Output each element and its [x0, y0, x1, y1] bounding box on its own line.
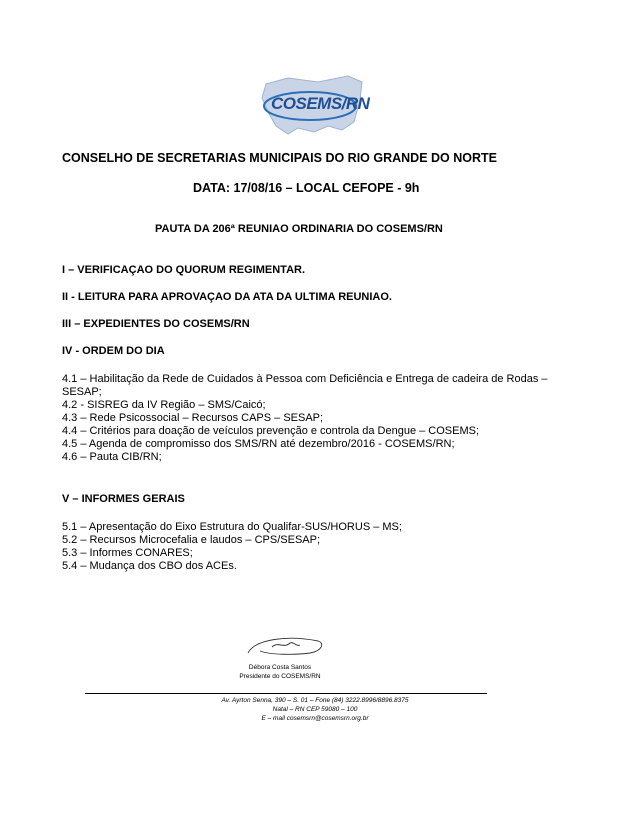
section-expedientes: III – EXPEDIENTES DO COSEMS/RN: [62, 318, 250, 330]
list-item: 4.3 – Rede Psicossocial – Recursos CAPS – SESAP;: [62, 412, 324, 424]
list-item: 4.4 – Critérios para doação de veículos prevenção e controla da Dengue – COSEMS;: [62, 425, 480, 437]
signature-block: [200, 633, 360, 693]
list-item: 5.1 – Apresentação do Eixo Estrutura do Qualifar-SUS/HORUS – MS;: [62, 521, 402, 533]
section-quorum: I – VERIFICAÇAO DO QUORUM REGIMENTAR.: [62, 264, 306, 276]
list-item: 5.3 – Informes CONARES;: [62, 547, 193, 559]
cosems-logo: [258, 72, 368, 138]
handwritten-signature-icon: [200, 633, 360, 663]
logo-text: COSEMS/RN: [271, 94, 370, 113]
council-title: CONSELHO DE SECRETARIAS MUNICIPAIS DO RIO GRANDE DO NORTE: [62, 151, 497, 165]
signatory-role: Presidente do COSEMS/RN: [239, 673, 321, 680]
agenda-title: PAUTA DA 206ª REUNIAO ORDINARIA DO COSEMS/RN: [155, 223, 443, 235]
list-item: 4.2 - SISREG da IV Região – SMS/Caicó;: [62, 399, 266, 411]
list-item: 5.4 – Mudança dos CBO dos ACEs.: [62, 560, 237, 572]
section-ata: II - LEITURA PARA APROVAÇAO DA ATA DA ULTIMA REUNIAO.: [62, 291, 392, 303]
footer-email: E – mail cosemsrn@cosemsrn.org.br: [261, 715, 369, 722]
list-item: 4.1 – Habilitação da Rede de Cuidados à Pessoa com Deficiência e Entrega de cadeira de Rodas – SESAP;: [62, 373, 548, 398]
ordem-list: [62, 373, 572, 464]
footer-city: Natal – RN CEP 59080 – 100: [272, 706, 358, 713]
footer-divider: [85, 693, 487, 694]
footer-address: Av. Ayrton Senna, 390 – S. 01 – Fone (84) 3222.8996/8896.8375: [221, 697, 409, 704]
meeting-date: DATA: 17/08/16 – LOCAL CEFOPE - 9h: [193, 181, 420, 195]
list-item: 4.6 – Pauta CIB/RN;: [62, 451, 162, 463]
informes-list: [62, 521, 572, 573]
list-item: 5.2 – Recursos Microcefalia e laudos – CPS/SESAP;: [62, 534, 321, 546]
section-ordem-do-dia: IV - ORDEM DO DIA: [62, 345, 165, 357]
signatory-name: Débora Costa Santos: [248, 664, 312, 671]
list-item: 4.5 – Agenda de compromisso dos SMS/RN até dezembro/2016 - COSEMS/RN;: [62, 438, 455, 450]
section-informes: V – INFORMES GERAIS: [62, 493, 185, 505]
